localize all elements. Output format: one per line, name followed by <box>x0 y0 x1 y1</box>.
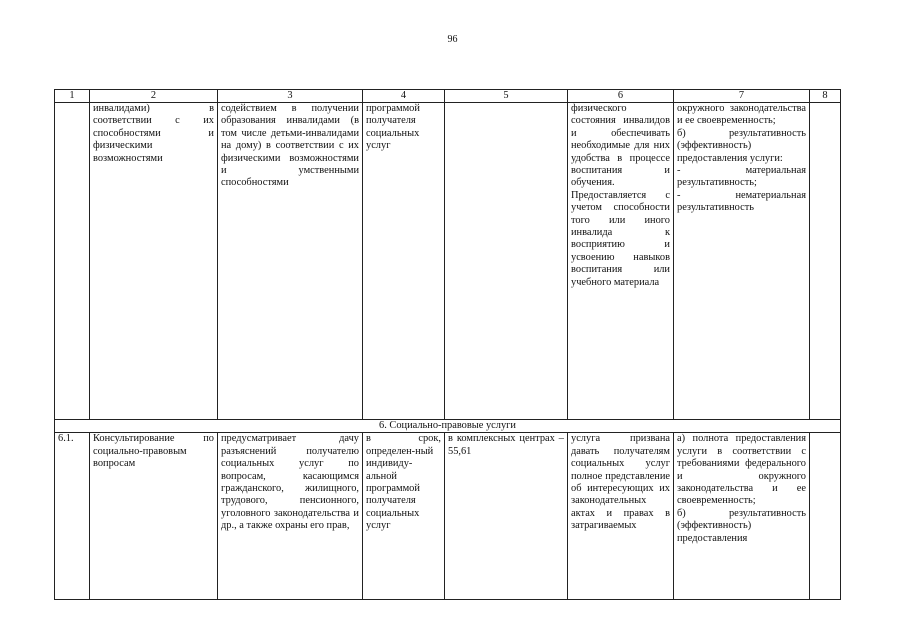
cell-service-description: содействием в получении образования инвалидами (в том числе детьми-инвалидами на дому) в соответствии с их физическими возможностями и умственными способностями <box>218 103 363 420</box>
cell-number: 6.1. <box>55 433 90 600</box>
header-col-8: 8 <box>810 90 841 103</box>
header-col-4: 4 <box>363 90 445 103</box>
header-col-7: 7 <box>674 90 810 103</box>
cell-quality-indicators: окружного законодательства и ее своевременность; б) результативность (эффективность) предоставления услуги: - материальная результативность; - нематериальная результативность <box>674 103 810 420</box>
header-col-3: 3 <box>218 90 363 103</box>
cell-service-term: программой получателя социальных услуг <box>363 103 445 420</box>
cell-number <box>55 103 90 420</box>
cell-service-name: Консультирование по социально-правовым вопросам <box>90 433 218 600</box>
cell-conditions: физического состояния инвалидов и обеспечивать необходимые для них удобства в процессе воспитания и обучения. Предоставляется с учетом способности того или иного инвалида к восприятию и усвоению навыков воспитания или учебного материала <box>568 103 674 420</box>
page-number: 96 <box>447 34 458 45</box>
cell-extra <box>810 433 841 600</box>
table-row-continuation <box>55 103 841 420</box>
header-col-6: 6 <box>568 90 674 103</box>
cell-quality-indicators: а) полнота предоставления услуги в соответствии с требованиями федерального и окружного законодательства и ее своевременность; б) результативность (эффективность) предоставления <box>674 433 810 600</box>
services-table <box>54 89 841 600</box>
table-row-service <box>55 433 841 600</box>
header-col-5: 5 <box>445 90 568 103</box>
section-heading-row <box>55 420 841 433</box>
header-row <box>55 90 841 103</box>
cell-norm <box>445 103 568 420</box>
cell-service-description: предусматривает дачу разъяснений получателю социальных услуг по вопросам, касающимся гражданского, жилищного, трудового, пенсионного, уголовного законодательства и др., а также охраны его прав, <box>218 433 363 600</box>
cell-service-name: инвалидами) в соответствии с их способностями и физическими возможностями <box>90 103 218 420</box>
cell-conditions: услуга призвана давать получателям социальных услуг полное представление об интересующих их законодательных актах и правах в затрагиваемых <box>568 433 674 600</box>
header-col-2: 2 <box>90 90 218 103</box>
cell-extra <box>810 103 841 420</box>
cell-service-term: в срок, определен-ный индивиду-альной программой получателя социальных услуг <box>363 433 445 600</box>
header-col-1: 1 <box>55 90 90 103</box>
section-heading: 6. Социально-правовые услуги <box>55 420 841 433</box>
cell-norm: в комплексных центрах – 55,61 <box>445 433 568 600</box>
